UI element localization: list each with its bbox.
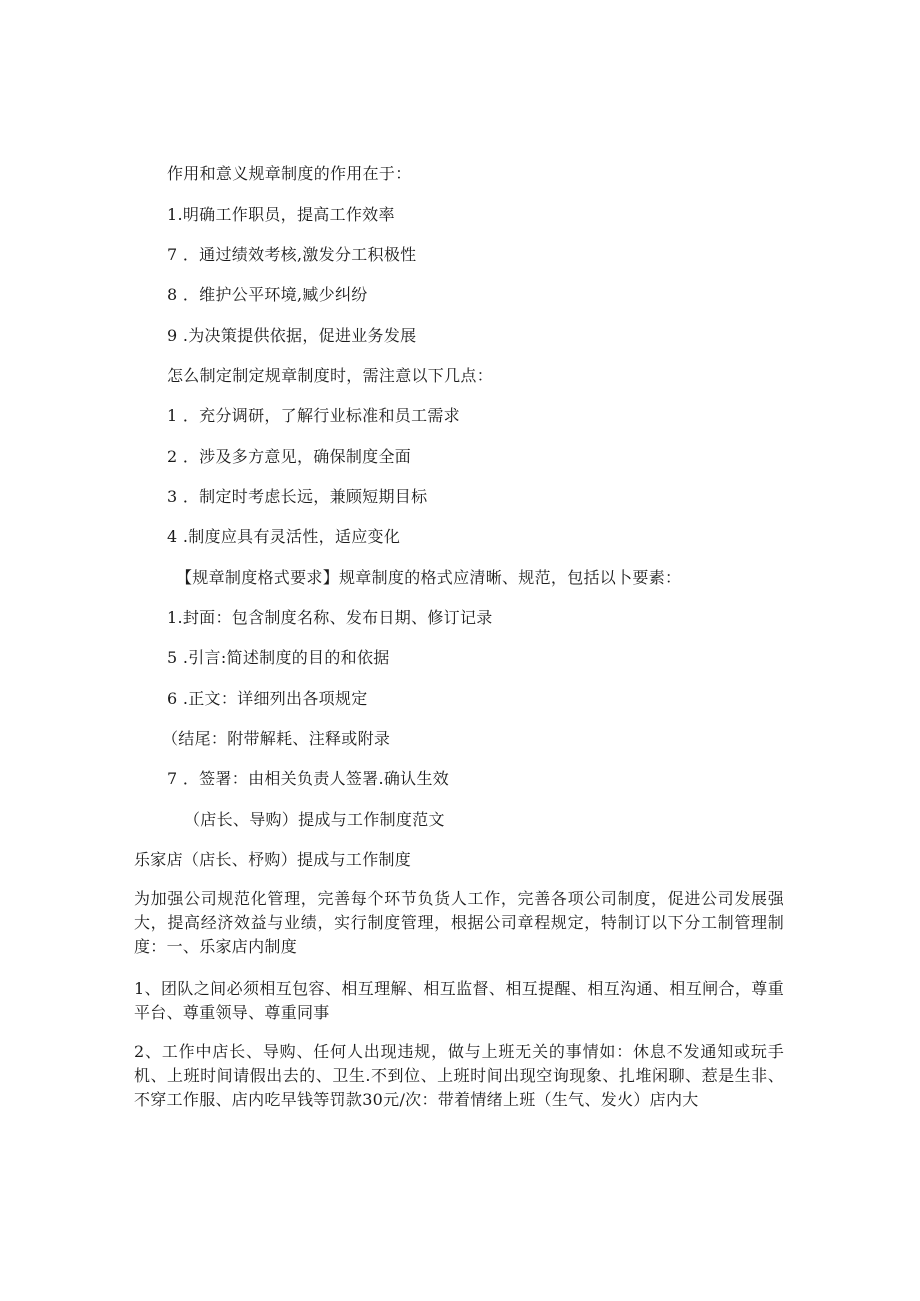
list-item: 7 ．签署：由相关负责人签署.确认生效 [167,769,450,788]
body-paragraph: 1、团队之间必须相互包容、相互理解、相互监督、相互提醒、相互沟通、相互闸合，尊重平台、尊重领导、尊重同事 [134,979,784,1022]
list-item: 4 .制度应具有灵活性，适应变化 [167,527,401,546]
list-item: 1.明确工作职员，提高工作效率 [167,205,395,224]
document-title: （店长、导购）提成与工作制度范文 [184,810,445,829]
body-paragraph: 为加强公司规范化管理，完善每个环节负货人工作，完善各项公司制度，促进公司发展强大，提高经济效益与业绩，实行制度管理，根据公司章程规定，特制订以下分工制管理制度：一、乐家店内制度 [134,889,784,956]
list-item: 2 ．涉及多方意见，确保制度全面 [167,447,412,466]
list-item: 1 ．充分调研，了解行业标准和员工需求 [167,406,460,425]
list-item: （结尾：附带解耗、注释或附录 [162,729,391,748]
list-item: 3 ．制定时考虑长远，兼顾短期目标 [167,487,428,506]
list-item: 1.封面：包含制度名称、发布日期、修订记录 [167,608,493,627]
section-heading-how: 怎么制定制定规章制度时，需注意以下几点： [167,366,494,385]
list-item: 8 ．维护公平环境,臧少纠纷 [167,285,368,304]
list-item: 9 .为决策提供依据，促进业务发展 [167,326,417,345]
list-item: 6 .正文：详细列出各项规定 [167,689,368,708]
body-paragraph: 2、工作中店长、导购、任何人出现违规，做与上班无关的事情如：休息不发通知或玩手机、上班时间请假出去的、卫生.不到位、上班时间出现空询现象、扎堆闲聊、惹是生非、不穿工作服、店内吃早钱等罚款30元/次：带着情绪上班（生气、发火）店内大 [134,1042,784,1109]
list-item: 7 ．通过绩效考核,激发分工积极性 [167,245,417,264]
document-subtitle: 乐家店（店长、杼购）提成与工作制度 [134,850,412,869]
section-heading-format: 【规章制度格式要求】规章制度的格式应清晰、规范，包括以卜要素： [176,568,682,587]
list-item: 5 .引言:简述制度的目的和依据 [167,648,390,667]
section-heading-purpose: 作用和意义规章制度的作用在于： [167,164,412,183]
